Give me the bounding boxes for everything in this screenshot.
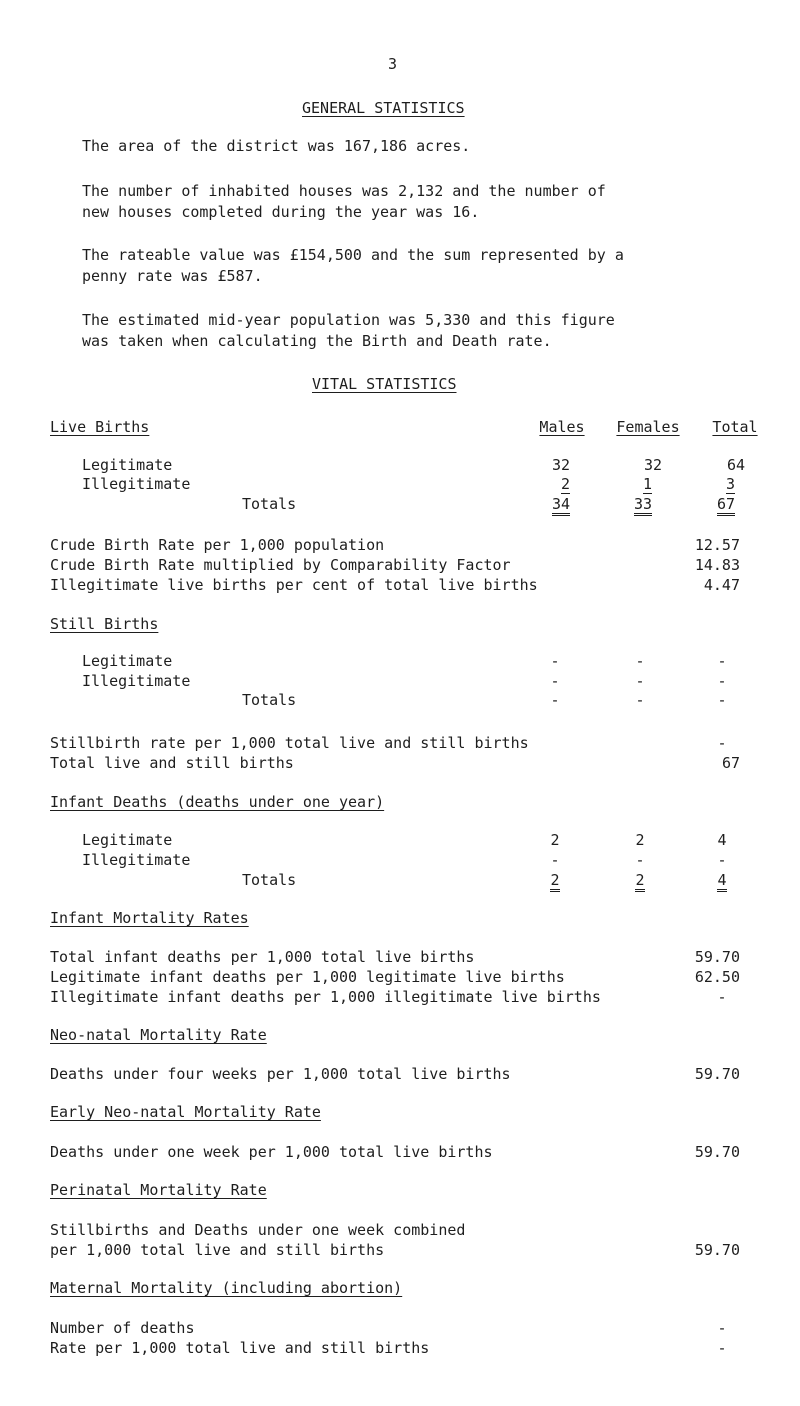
infant-deaths-illegitimate-label: Illegitimate [82,851,191,869]
comparability-rate-value: 14.83 [694,556,740,574]
live-births-totals-males: 34 [552,495,570,516]
houses-text-line1: The number of inhabited houses was 2,132 and the number of [82,182,606,200]
infant-mortality-illegitimate-value: - [717,988,727,1006]
column-header-females: Females [616,418,680,436]
crude-birth-rate-label: Crude Birth Rate per 1,000 population [50,536,385,554]
crude-birth-rate-value: 12.57 [694,536,740,554]
still-births-totals-females: - [635,691,645,709]
still-births-illegitimate-label: Illegitimate [82,672,191,690]
neo-natal-title: Neo-natal Mortality Rate [50,1026,267,1044]
live-births-legitimate-males: 32 [551,456,570,474]
stillbirth-rate-value: - [717,734,727,752]
infant-deaths-legitimate-total: 4 [717,831,727,849]
infant-deaths-totals-males: 2 [550,871,559,892]
live-births-totals-label: Totals [242,495,297,513]
still-births-illegitimate-total: - [717,672,727,690]
still-births-title: Still Births [50,615,159,633]
maternal-deaths-value: - [717,1319,727,1337]
infant-deaths-illegitimate-males: - [550,851,560,869]
infant-deaths-legitimate-males: 2 [550,831,560,849]
still-births-legitimate-label: Legitimate [82,652,173,670]
infant-deaths-legitimate-label: Legitimate [82,831,173,849]
total-live-still-births-value: 67 [721,754,740,772]
area-text: The area of the district was 167,186 acres. [82,137,471,155]
illegitimate-percent-value: 4.47 [703,576,740,594]
live-births-illegitimate-total: 3 [725,475,735,493]
maternal-mortality-title: Maternal Mortality (including abortion) [50,1279,403,1297]
infant-deaths-title: Infant Deaths (deaths under one year) [50,793,385,811]
live-births-legitimate-females: 32 [643,456,662,474]
column-header-total: Total [712,418,758,436]
infant-deaths-illegitimate-total: - [717,851,727,869]
still-births-totals-total: - [717,691,727,709]
neo-natal-value: 59.70 [694,1065,740,1083]
live-births-totals-total: 67 [717,495,735,516]
early-neo-natal-label: Deaths under one week per 1,000 total live births [50,1143,493,1161]
maternal-deaths-label: Number of deaths [50,1319,195,1337]
rateable-text-line1: The rateable value was £154,500 and the sum represented by a [82,246,624,264]
live-births-illegitimate-males: 2 [560,475,570,493]
infant-mortality-legitimate-value: 62.50 [694,968,740,986]
still-births-legitimate-females: - [635,652,645,670]
infant-deaths-totals-females: 2 [635,871,644,892]
perinatal-value: 59.70 [694,1241,740,1259]
population-text-line2: was taken when calculating the Birth and Death rate. [82,332,552,350]
live-births-title: Live Births [50,418,150,436]
houses-text-line2: new houses completed during the year was 16. [82,203,480,221]
infant-mortality-title: Infant Mortality Rates [50,909,249,927]
still-births-legitimate-total: - [717,652,727,670]
infant-deaths-legitimate-females: 2 [635,831,645,849]
infant-mortality-total-value: 59.70 [694,948,740,966]
infant-mortality-total-label: Total infant deaths per 1,000 total live births [50,948,475,966]
live-births-totals-females: 33 [634,495,652,516]
infant-deaths-totals-total: 4 [717,871,726,892]
still-births-legitimate-males: - [550,652,560,670]
infant-mortality-legitimate-label: Legitimate infant deaths per 1,000 legitimate live births [50,968,565,986]
perinatal-title: Perinatal Mortality Rate [50,1181,267,1199]
still-births-totals-males: - [550,691,560,709]
total-live-still-births-label: Total live and still births [50,754,294,772]
comparability-rate-label: Crude Birth Rate multiplied by Comparability Factor [50,556,511,574]
neo-natal-label: Deaths under four weeks per 1,000 total live births [50,1065,511,1083]
still-births-totals-label: Totals [242,691,297,709]
perinatal-label-line1: Stillbirths and Deaths under one week combined [50,1221,466,1239]
early-neo-natal-value: 59.70 [694,1143,740,1161]
infant-deaths-illegitimate-females: - [635,851,645,869]
infant-deaths-totals-label: Totals [242,871,297,889]
general-statistics-heading: GENERAL STATISTICS [302,99,465,117]
maternal-rate-label: Rate per 1,000 total live and still births [50,1339,430,1357]
still-births-illegitimate-females: - [635,672,645,690]
population-text-line1: The estimated mid-year population was 5,330 and this figure [82,311,615,329]
perinatal-label-line2: per 1,000 total live and still births [50,1241,385,1259]
live-births-legitimate-label: Legitimate [82,456,173,474]
live-births-legitimate-total: 64 [726,456,745,474]
rateable-text-line2: penny rate was £587. [82,267,263,285]
column-header-males: Males [539,418,585,436]
live-births-illegitimate-females: 1 [642,475,652,493]
illegitimate-percent-label: Illegitimate live births per cent of total live births [50,576,538,594]
stillbirth-rate-label: Stillbirth rate per 1,000 total live and still births [50,734,529,752]
early-neo-natal-title: Early Neo-natal Mortality Rate [50,1103,321,1121]
page-number: 3 [388,55,398,73]
maternal-rate-value: - [717,1339,727,1357]
infant-mortality-illegitimate-label: Illegitimate infant deaths per 1,000 illegitimate live births [50,988,601,1006]
still-births-illegitimate-males: - [550,672,560,690]
vital-statistics-heading: VITAL STATISTICS [312,375,457,393]
live-births-illegitimate-label: Illegitimate [82,475,191,493]
